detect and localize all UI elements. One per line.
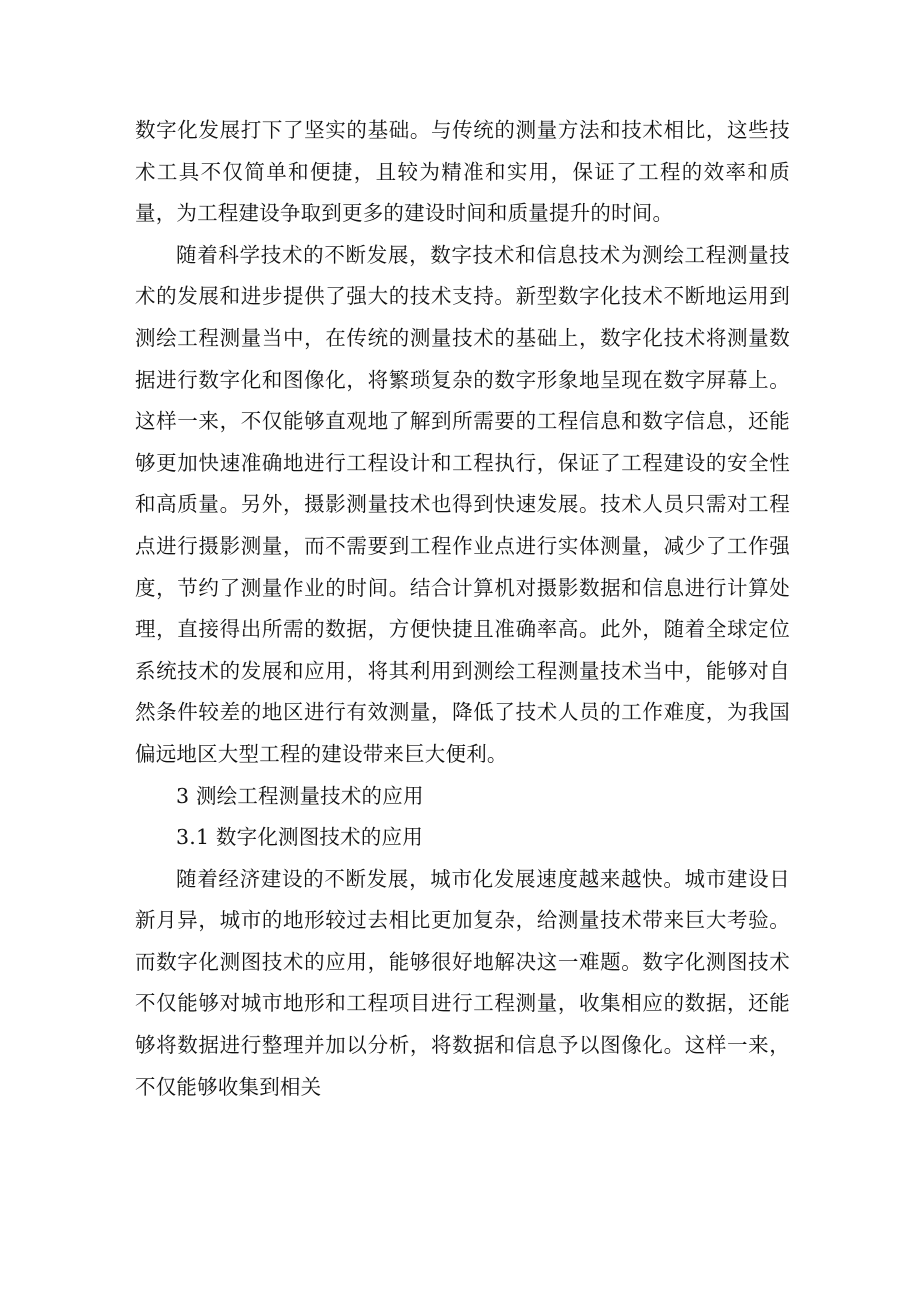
paragraph-digital-mapping: 随着经济建设的不断发展，城市化发展速度越来越快。城市建设日新月异，城市的地形较过去相比更加复杂，给测量技术带来巨大考验。而数字化测图技术的应用，能够很好地解决这一难题。数字化测图技术不仅能够对城市地形和工程项目进行工程测量，收集相应的数据，还能够将数据进行整理并加以分析，将数据和信息予以图像化。这样一来，不仅能够收集到相关 xyxy=(135,866,790,1099)
document-body xyxy=(135,110,790,1108)
section-heading-3: 3 测绘工程测量技术的应用 xyxy=(176,783,424,808)
section-heading-3-1: 3.1 数字化测图技术的应用 xyxy=(176,825,423,850)
paragraph-digital-info-tech: 随着科学技术的不断发展，数字技术和信息技术为测绘工程测量技术的发展和进步提供了强大的技术支持。新型数字化技术不断地运用到测绘工程测量当中，在传统的测量技术的基础上，数字化技术将测量数据进行数字化和图像化，将繁琐复杂的数字形象地呈现在数字屏幕上。这样一来，不仅能够直观地了解到所需要的工程信息和数字信息，还能够更加快速准确地进行工程设计和工程执行，保证了工程建设的安全性和高质量。另外，摄影测量技术也得到快速发展。技术人员只需对工程点进行摄影测量，而不需要到工程作业点进行实体测量，减少了工作强度，节约了测量作业的时间。结合计算机对摄影数据和信息进行计算处理，直接得出所需的数据，方便快捷且准确率高。此外，随着全球定位系统技术的发展和应用，将其利用到测绘工程测量技术当中，能够对自然条件较差的地区进行有效测量，降低了技术人员的工作难度，为我国偏远地区大型工程的建设带来巨大便利。 xyxy=(135,242,790,766)
paragraph-continuation: 数字化发展打下了坚实的基础。与传统的测量方法和技术相比，这些技术工具不仅简单和便捷，且较为精准和实用，保证了工程的效率和质量，为工程建设争取到更多的建设时间和质量提升的时间。 xyxy=(135,118,790,226)
